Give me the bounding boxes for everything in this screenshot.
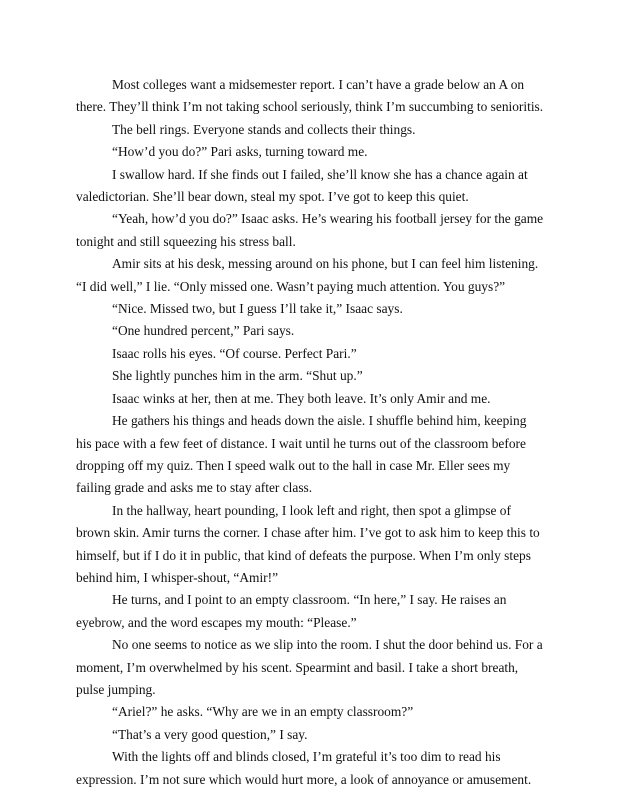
paragraph-8: “One hundred percent,” Pari says. xyxy=(112,323,295,339)
paragraph-14: He turns, and I point to an empty classroom. “In here,” I say. He raises an eyebrow, and the word escapes my mouth: “Please.” xyxy=(76,592,507,630)
paragraph-13: In the hallway, heart pounding, I look left and right, then spot a glimpse of brown skin. Amir turns the corner. I chase after him. I’ve got to ask him to keep this to himself, but if I do it in public, that kind of defeats the purpose. When I’m only steps behind him, I whisper-shout, “Amir!” xyxy=(76,502,540,585)
paragraph-16: “Ariel?” he asks. “Why are we in an empty classroom?” xyxy=(112,704,414,720)
paragraph-6: Amir sits at his desk, messing around on his phone, but I can feel him listening. “I did well,” I lie. “Only missed one. Wasn’t paying much attention. You guys?” xyxy=(76,256,539,294)
manuscript-body xyxy=(76,74,544,791)
paragraph-15: No one seems to notice as we slip into the room. I shut the door behind us. For a moment, I’m overwhelmed by his scent. Spearmint and basil. I take a short breath, pulse jumping. xyxy=(76,637,543,697)
paragraph-2: The bell rings. Everyone stands and collects their things. xyxy=(112,121,416,137)
paragraph-17: “That’s a very good question,” I say. xyxy=(112,726,308,742)
paragraph-1: Most colleges want a midsemester report. I can’t have a grade below an A on there. They’ll think I’m not taking school seriously, think I’m succumbing to senioritis. xyxy=(76,77,544,115)
paragraph-10: She lightly punches him in the arm. “Shut up.” xyxy=(112,368,363,384)
paragraph-7: “Nice. Missed two, but I guess I’ll take it,” Isaac says. xyxy=(112,301,403,317)
paragraph-18: With the lights off and blinds closed, I’m grateful it’s too dim to read his expression. I’m not sure which would hurt more, a look of annoyance or amusement. xyxy=(76,749,532,787)
paragraph-12: He gathers his things and heads down the aisle. I shuffle behind him, keeping his pace with a few feet of distance. I wait until he turns out of the classroom before dropping off my quiz. Then I speed walk out to the hall in case Mr. Eller sees my failing grade and asks me to stay after class. xyxy=(76,413,527,496)
paragraph-9: Isaac rolls his eyes. “Of course. Perfect Pari.” xyxy=(112,345,357,361)
paragraph-4: I swallow hard. If she finds out I failed, she’ll know she has a chance again at valedictorian. She’ll bear down, steal my spot. I’ve got to keep this quiet. xyxy=(76,166,528,205)
paragraph-3: “How’d you do?” Pari asks, turning toward me. xyxy=(112,144,368,160)
paragraph-5: “Yeah, how’d you do?” Isaac asks. He’s wearing his football jersey for the game tonight and still squeezing his stress ball. xyxy=(76,211,544,249)
paragraph-11: Isaac winks at her, then at me. They both leave. It’s only Amir and me. xyxy=(112,390,491,406)
